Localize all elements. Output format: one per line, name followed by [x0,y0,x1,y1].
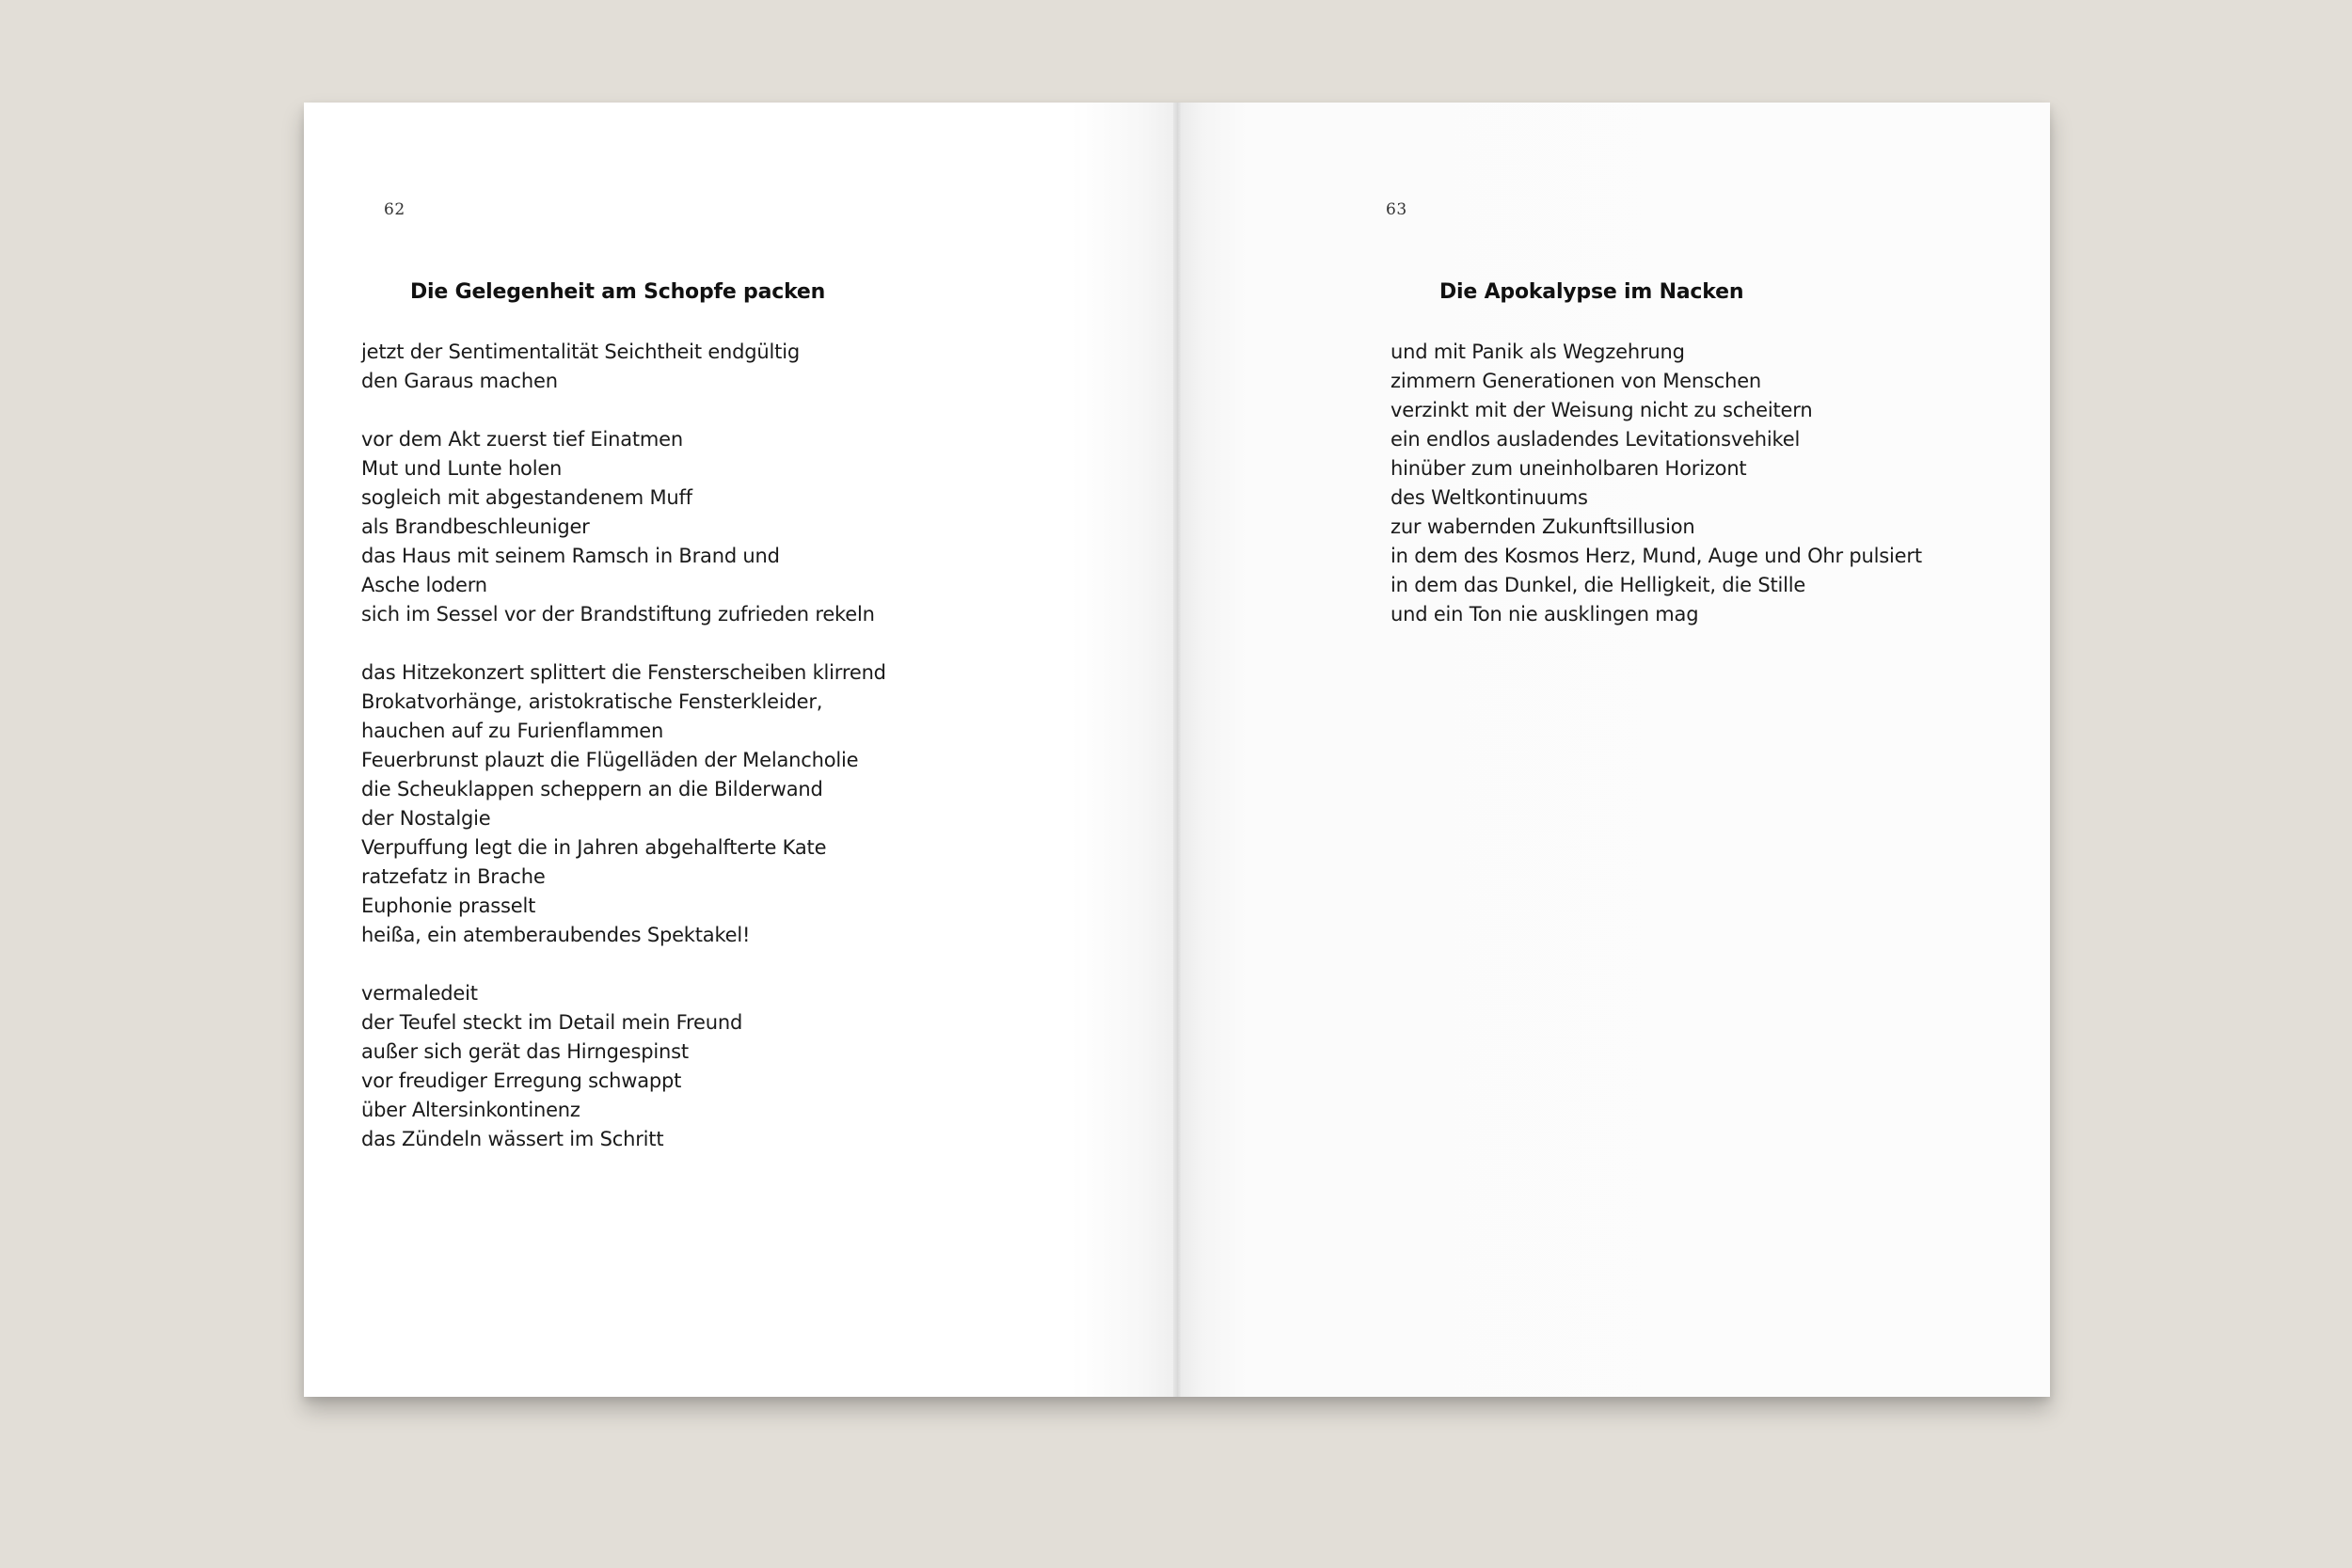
poem-line: das Haus mit seinem Ramsch in Brand und [361,545,780,567]
poem-line: außer sich gerät das Hirngespinst [361,1040,689,1063]
poem-line: der Nostalgie [361,807,491,830]
poem-line: sich im Sessel vor der Brandstiftung zufrieden rekeln [361,603,875,626]
poem-line: das Zündeln wässert im Schritt [361,1128,664,1150]
stanza [361,979,886,1154]
stanza [361,338,886,396]
poem-line: Euphonie prasselt [361,895,536,917]
poem-line: der Teufel steckt im Detail mein Freund [361,1011,743,1034]
poem-line: hauchen auf zu Furienflammen [361,720,664,742]
poem-line: Asche lodern [361,574,487,596]
poem-line: verzinkt mit der Weisung nicht zu scheitern [1391,399,1813,421]
poem-title: Die Apokalypse im Nacken [1439,280,1744,304]
poem-line: heißa, ein atemberaubendes Spektakel! [361,924,751,946]
poem-line: in dem des Kosmos Herz, Mund, Auge und Ohr pulsiert [1391,545,1922,567]
poem-line: ratzefatz in Brache [361,865,546,888]
poem-title: Die Gelegenheit am Schopfe packen [410,280,826,304]
poem-line: zimmern Generationen von Menschen [1391,370,1762,392]
open-book [304,103,2050,1397]
stanza [361,658,886,950]
poem-body [361,338,886,1183]
poem-line: über Altersinkontinenz [361,1099,580,1121]
poem-line: Mut und Lunte holen [361,457,563,480]
poem-line: das Hitzekonzert splittert die Fensterscheiben klirrend [361,661,886,684]
book-gutter [1173,103,1181,1397]
page-number: 62 [384,200,405,219]
stanza [361,425,886,629]
poem-line: den Garaus machen [361,370,558,392]
poem-line: und ein Ton nie ausklingen mag [1391,603,1699,626]
poem-line: als Brandbeschleuniger [361,515,590,538]
left-page [304,103,1177,1397]
right-page [1177,103,2050,1397]
poem-line: jetzt der Sentimentalität Seichtheit endgültig [361,341,800,363]
poem-line: vor dem Akt zuerst tief Einatmen [361,428,683,451]
poem-line: Brokatvorhänge, aristokratische Fensterkleider, [361,690,823,713]
page-number: 63 [1386,200,1407,219]
poem-line: die Scheuklappen scheppern an die Bilderwand [361,778,823,800]
poem-line: hinüber zum uneinholbaren Horizont [1391,457,1747,480]
poem-line: und mit Panik als Wegzehrung [1391,341,1685,363]
poem-line: Feuerbrunst plauzt die Flügelläden der Melancholie [361,749,859,771]
poem-line: Verpuffung legt die in Jahren abgehalfterte Kate [361,836,827,859]
poem-line: vermaledeit [361,982,478,1005]
poem-line: zur wabernden Zukunftsillusion [1391,515,1695,538]
poem-line: ein endlos ausladendes Levitationsvehikel [1391,428,1801,451]
stanza [1391,338,1922,629]
poem-line: in dem das Dunkel, die Helligkeit, die Stille [1391,574,1806,596]
poem-line: des Weltkontinuums [1391,486,1588,509]
poem-line: vor freudiger Erregung schwappt [361,1069,682,1092]
poem-body [1391,338,1922,658]
poem-line: sogleich mit abgestandenem Muff [361,486,692,509]
